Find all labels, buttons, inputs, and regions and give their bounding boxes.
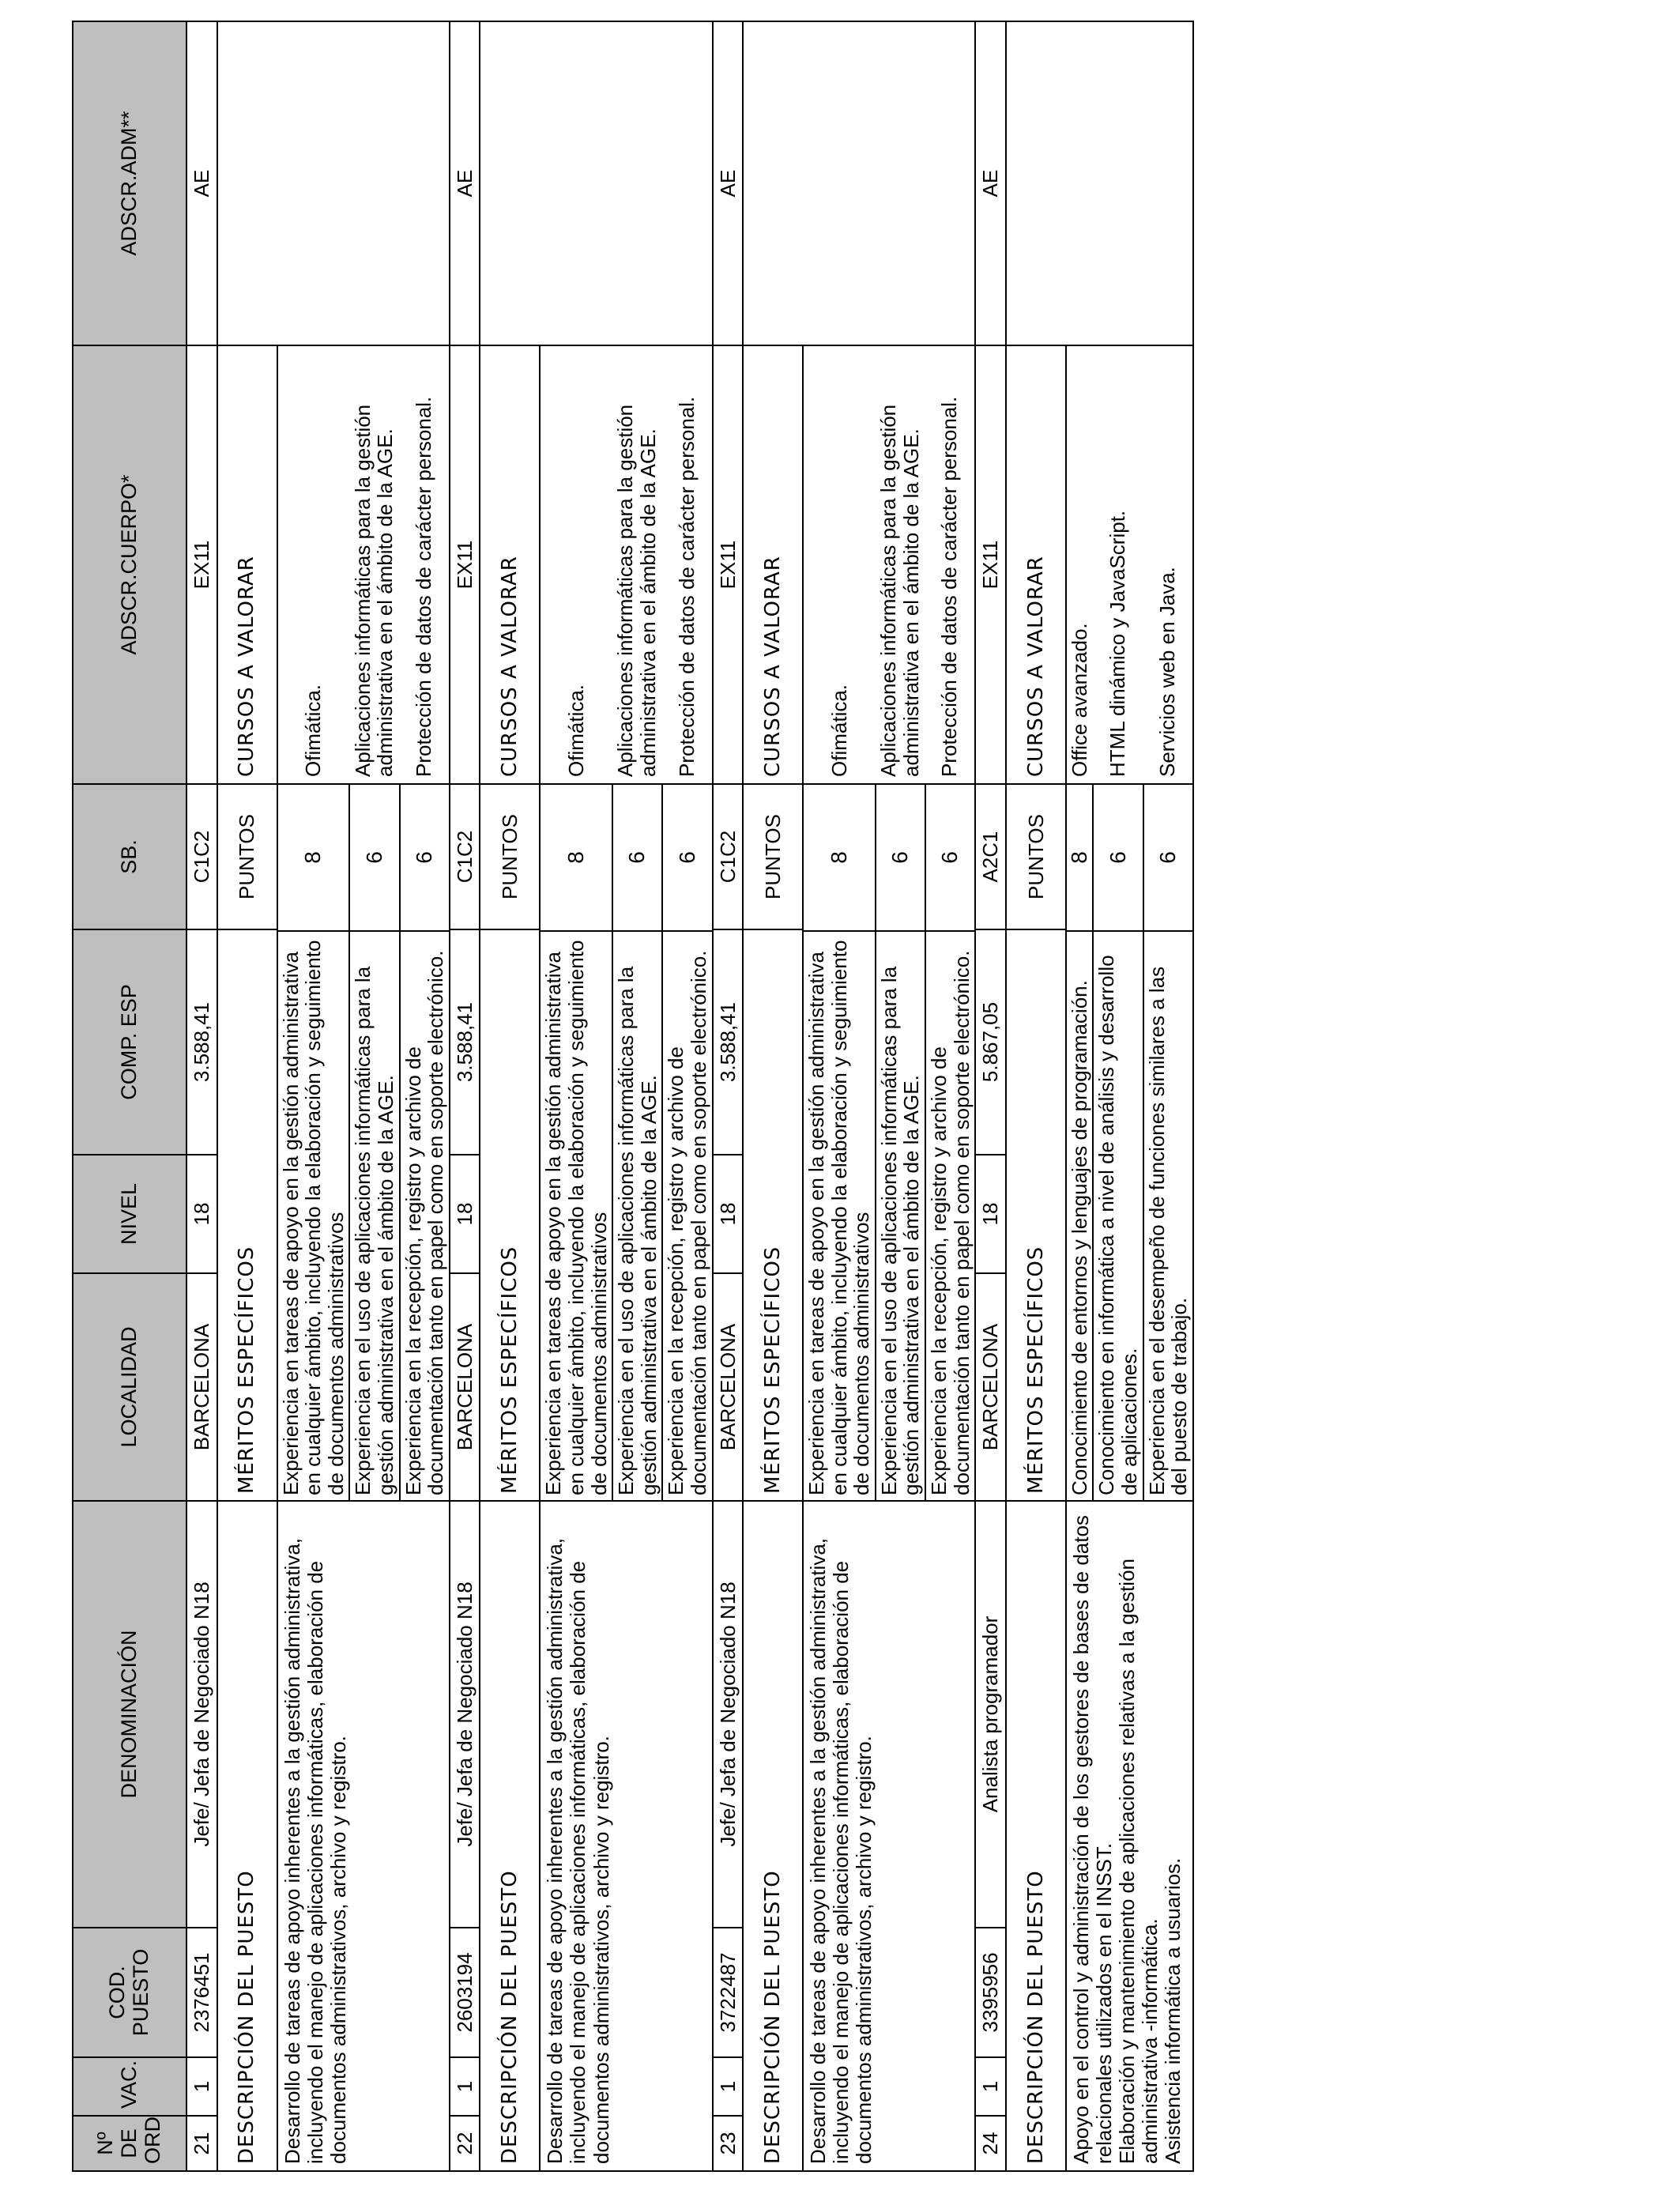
merit-text: Experiencia en tareas de apoyo en la gestión administrativa en cualquier ámbito, incluyendo la elaboración y seguimiento de documentos administrativos <box>541 940 611 1495</box>
merit-text: Experiencia en el uso de aplicaciones informáticas para la gestión administrativa en el ámbito de la AGE. <box>614 966 661 1495</box>
merit-points: 6 <box>663 785 711 932</box>
merit-item <box>278 785 349 1500</box>
merits-cell <box>803 784 975 1501</box>
rotated-page <box>72 22 1463 2172</box>
course-item: Aplicaciones informáticas para la gestión administrativa en el ámbito de la AGE. <box>350 404 397 777</box>
empty-adm-cell <box>743 21 975 345</box>
cell-adm: AE <box>713 21 744 345</box>
empty-adm-cell <box>217 21 450 345</box>
cell-vac: 1 <box>975 2057 1006 2116</box>
description-title: DESCRIPCIÓN DEL PUESTO <box>480 1501 540 2171</box>
vacancies-table <box>72 21 1194 2172</box>
merit-points: 6 <box>401 785 449 932</box>
courses-cell <box>1066 345 1193 784</box>
courses-title: CURSOS A VALORAR <box>743 345 803 784</box>
cell-ord: 24 <box>975 2116 1006 2171</box>
header-adm: ADSCR.ADM** <box>73 21 186 345</box>
merit-points: 8 <box>804 785 875 932</box>
cell-adm: AE <box>975 21 1006 345</box>
description-cell <box>803 1501 975 2171</box>
cell-cuerpo: EX11 <box>975 345 1006 784</box>
merit-item <box>1143 785 1192 1500</box>
cell-cod: 3722487 <box>713 1928 744 2057</box>
merit-text: Experiencia en tareas de apoyo en la gestión administrativa en cualquier ámbito, incluyendo la elaboración y seguimiento de documentos administrativos <box>278 940 348 1495</box>
cell-den: Jefe/ Jefa de Negociado N18 <box>186 1501 217 1928</box>
cell-ord: 22 <box>450 2116 480 2171</box>
courses-cell <box>277 345 450 784</box>
cell-comp: 3.588,41 <box>713 929 744 1155</box>
header-vac: VAC. <box>73 2057 186 2116</box>
description-line: Apoyo en el control y administración de los gestores de bases de datos relacionales utilizados en el INSST. <box>1068 1515 1116 2164</box>
cell-sb: C1C2 <box>450 784 480 929</box>
description-cell <box>1066 1501 1193 2171</box>
course-item: HTML dinámico y JavaScript. <box>1106 510 1130 777</box>
cell-cuerpo: EX11 <box>450 345 480 784</box>
description-title: DESCRIPCIÓN DEL PUESTO <box>1006 1501 1066 2171</box>
merit-item <box>804 785 875 1500</box>
cell-den: Jefe/ Jefa de Negociado N18 <box>450 1501 480 1928</box>
cell-ord: 21 <box>186 2116 217 2171</box>
header-ord: Nº DE ORD <box>73 2116 186 2171</box>
points-title: PUNTOS <box>480 784 540 929</box>
points-title: PUNTOS <box>217 784 277 929</box>
course-item: Aplicaciones informáticas para la gestión administrativa en el ámbito de la AGE. <box>613 404 660 777</box>
cell-niv: 18 <box>450 1155 480 1273</box>
header-loc: LOCALIDAD <box>73 1273 186 1501</box>
cell-vac: 1 <box>186 2057 217 2116</box>
cell-sb: C1C2 <box>186 784 217 929</box>
cell-vac: 1 <box>713 2057 744 2116</box>
course-item: Aplicaciones informáticas para la gestión administrativa en el ámbito de la AGE. <box>876 404 923 777</box>
table-row <box>975 21 1006 2171</box>
cell-adm: AE <box>450 21 480 345</box>
table-row <box>713 21 744 2171</box>
courses-title: CURSOS A VALORAR <box>217 345 277 784</box>
courses-title: CURSOS A VALORAR <box>1006 345 1066 784</box>
table-row <box>186 21 217 2171</box>
course-item: Protección de datos de carácter personal. <box>937 396 962 777</box>
header-cuerpo: ADSCR.CUERPO* <box>73 345 186 784</box>
cell-sb: A2C1 <box>975 784 1006 929</box>
cell-den: Jefe/ Jefa de Negociado N18 <box>713 1501 744 1928</box>
cell-comp: 3.588,41 <box>186 929 217 1155</box>
merit-points: 6 <box>1094 785 1142 932</box>
course-item: Ofimática. <box>564 684 589 777</box>
section-title-row <box>217 21 277 2171</box>
header-sb: SB. <box>73 784 186 929</box>
cell-cuerpo: EX11 <box>186 345 217 784</box>
cell-loc: BARCELONA <box>186 1273 217 1501</box>
header-row <box>73 21 186 2171</box>
description-text: Desarrollo de tareas de apoyo inherentes a la gestión administrativa, incluyendo el manejo de aplicaciones informáticas, elaboración de documentos administrativos, archivo y registro. <box>543 1537 613 2164</box>
table-row <box>450 21 480 2171</box>
cell-loc: BARCELONA <box>713 1273 744 1501</box>
merit-text: Experiencia en el desempeño de funciones similares a las del puesto de trabajo. <box>1144 966 1192 1495</box>
header-niv: NIVEL <box>73 1155 186 1273</box>
cell-cod: 2603194 <box>450 1928 480 2057</box>
merit-text: Experiencia en la recepción, registro y archivo de documentación tanto en papel como en soporte electrónico. <box>664 950 710 1495</box>
cell-niv: 18 <box>186 1155 217 1273</box>
cell-niv: 18 <box>975 1155 1006 1273</box>
merit-points: 8 <box>541 785 612 932</box>
merit-points: 6 <box>613 785 661 932</box>
cell-cuerpo: EX11 <box>713 345 744 784</box>
section-title-row <box>743 21 803 2171</box>
cell-comp: 5.867,05 <box>975 929 1006 1155</box>
merit-points: 6 <box>1144 785 1192 932</box>
empty-adm-cell <box>1006 21 1193 345</box>
cell-comp: 3.588,41 <box>450 929 480 1155</box>
merit-item <box>1092 785 1142 1500</box>
cell-ord: 23 <box>713 2116 744 2171</box>
merits-cell <box>540 784 712 1501</box>
cell-loc: BARCELONA <box>450 1273 480 1501</box>
merits-title: MÉRITOS ESPECÍFICOS <box>1006 929 1066 1501</box>
merit-text: Experiencia en la recepción, registro y archivo de documentación tanto en papel como en soporte electrónico. <box>401 950 448 1495</box>
description-text: Desarrollo de tareas de apoyo inherentes a la gestión administrativa, incluyendo el manejo de aplicaciones informáticas, elaboración de documentos administrativos, archivo y registro. <box>806 1537 876 2164</box>
merit-item <box>661 785 711 1500</box>
cell-sb: C1C2 <box>713 784 744 929</box>
merits-title: MÉRITOS ESPECÍFICOS <box>217 929 277 1501</box>
courses-title: CURSOS A VALORAR <box>480 345 540 784</box>
course-item: Servicios web en Java. <box>1155 567 1180 777</box>
merit-text: Conocimiento en informática a nivel de análisis y desarrollo de aplicaciones. <box>1094 955 1142 1495</box>
course-item: Protección de datos de carácter personal. <box>674 396 699 777</box>
merit-item <box>612 785 661 1500</box>
merit-item <box>541 785 612 1500</box>
merit-points: 6 <box>350 785 398 932</box>
merit-item <box>1067 785 1093 1500</box>
cell-vac: 1 <box>450 2057 480 2116</box>
merit-text: Experiencia en el uso de aplicaciones informáticas para la gestión administrativa en el ámbito de la AGE. <box>876 966 924 1495</box>
courses-cell <box>803 345 975 784</box>
section-title-row <box>480 21 540 2171</box>
merits-cell <box>277 784 450 1501</box>
description-cell <box>277 1501 450 2171</box>
courses-cell <box>540 345 712 784</box>
cell-cod: 3395956 <box>975 1928 1006 2057</box>
header-den: DENOMINACIÓN <box>73 1501 186 1928</box>
empty-adm-cell <box>480 21 712 345</box>
cell-adm: AE <box>186 21 217 345</box>
description-line: Asistencia informática a usuarios. <box>1161 1857 1185 2164</box>
merit-points: 8 <box>278 785 349 932</box>
merit-item <box>875 785 925 1500</box>
merit-item <box>399 785 449 1500</box>
cell-niv: 18 <box>713 1155 744 1273</box>
merit-text: Conocimiento de entornos y lenguajes de programación. <box>1067 980 1091 1495</box>
merit-item <box>348 785 398 1500</box>
course-item: Ofimática. <box>301 684 326 777</box>
merits-title: MÉRITOS ESPECÍFICOS <box>480 929 540 1501</box>
points-title: PUNTOS <box>1006 784 1066 929</box>
description-line: Elaboración y mantenimiento de aplicaciones relativas a la gestión administrativa -informática. <box>1115 1559 1162 2164</box>
course-item: Protección de datos de carácter personal. <box>411 396 435 777</box>
header-comp: COMP. ESP <box>73 929 186 1155</box>
points-title: PUNTOS <box>743 784 803 929</box>
merits-title: MÉRITOS ESPECÍFICOS <box>743 929 803 1501</box>
cell-cod: 2376451 <box>186 1928 217 2057</box>
cell-loc: BARCELONA <box>975 1273 1006 1501</box>
merit-points: 6 <box>876 785 925 932</box>
table-body <box>186 21 1193 2171</box>
description-title: DESCRIPCIÓN DEL PUESTO <box>217 1501 277 2171</box>
cell-den: Analista programador <box>975 1501 1006 1928</box>
description-title: DESCRIPCIÓN DEL PUESTO <box>743 1501 803 2171</box>
merit-points: 8 <box>1067 785 1093 932</box>
merit-text: Experiencia en tareas de apoyo en la gestión administrativa en cualquier ámbito, incluyendo la elaboración y seguimiento de documentos administrativos <box>804 940 874 1495</box>
course-item: Office avanzado. <box>1068 623 1092 777</box>
merit-item <box>925 785 974 1500</box>
merit-text: Experiencia en el uso de aplicaciones informáticas para la gestión administrativa en el ámbito de la AGE. <box>351 966 397 1495</box>
course-item: Ofimática. <box>827 684 851 777</box>
description-cell <box>540 1501 712 2171</box>
merits-cell <box>1066 784 1193 1501</box>
section-title-row <box>1006 21 1066 2171</box>
description-text: Desarrollo de tareas de apoyo inherentes a la gestión administrativa, incluyendo el manejo de aplicaciones informáticas, elaboración de documentos administrativos, archivo y registro. <box>280 1537 350 2164</box>
header-cod: COD. PUESTO <box>73 1928 186 2057</box>
merit-points: 6 <box>926 785 974 932</box>
merit-text: Experiencia en la recepción, registro y archivo de documentación tanto en papel como en soporte electrónico. <box>927 950 974 1495</box>
